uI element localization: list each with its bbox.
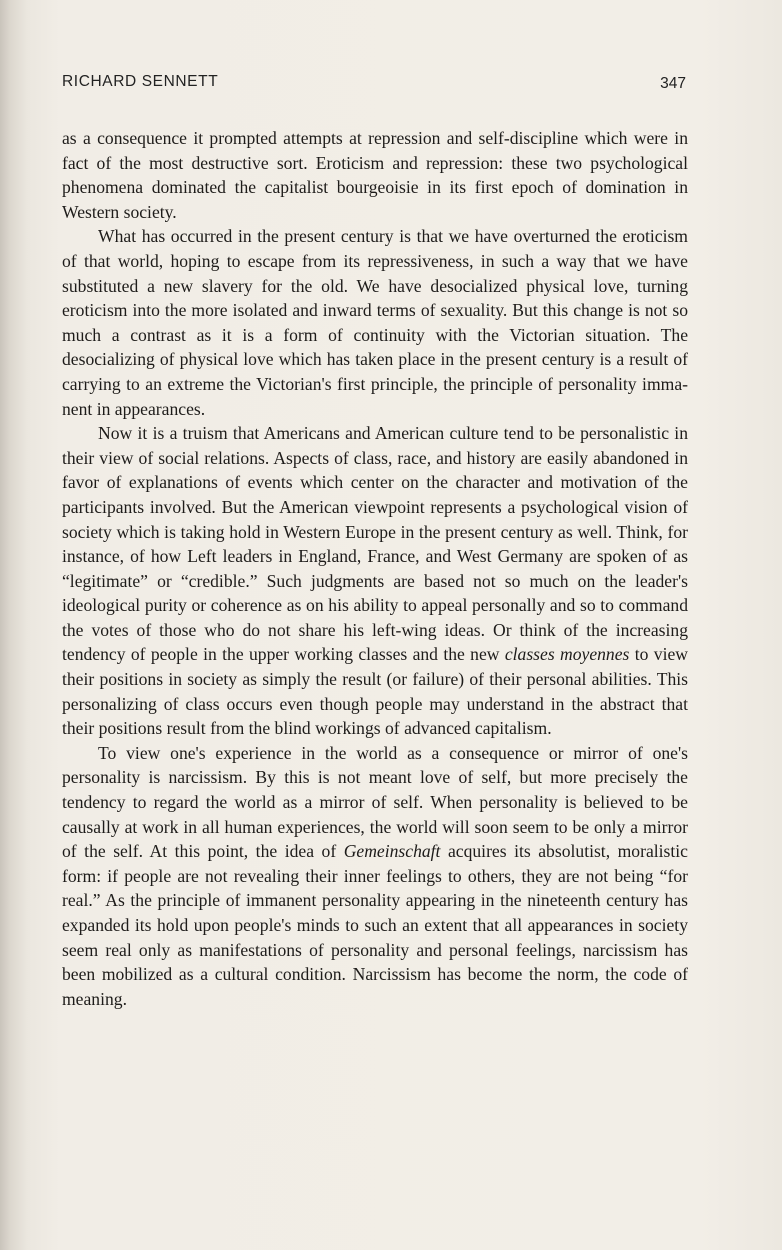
paragraph-text: To view one's experience in the world as a consequence or mirror of one's personality is narcissism. By this is not meant love of self, but more precisely the tendency to regard the world as a mirror of self. When personality is believed to be causally at work in all human experiences, the world will soon seem to be only a mirror of the self. At this point, the idea of: [62, 742, 688, 862]
italic-term-classes-moyennes: classes moyennes: [504, 644, 630, 665]
running-head: RICHARD SENNETT: [62, 73, 219, 90]
page-number: 347: [660, 75, 686, 92]
body-text: [62, 126, 688, 1011]
paragraph-2: [62, 224, 688, 421]
paragraph-text: Now it is a truism that Americans and American culture tend to be personalistic in their view of social relations. Aspects of class, race, and history are easily abandoned in favor of explanations of events which center on the character and motivation of the participants involved. But the American viewpoint represents a psychological vision of society which is taking hold in Western Europe in the present century as well. Think, for instance, of how Left leaders in England, France, and West Germany are spoken of as “legitimate” or “credible.” Such judgments are based not so much on the leader's ideological purity or coherence as on his ability to appeal personally and so to command the votes of those who do not share his left-wing ideas. Or think of the increasing tendency of people in the upper working classes and the new: [62, 423, 688, 665]
page-header: [62, 73, 686, 97]
paragraph-text: acquires its absolutist, moralistic form: if people are not revealing their inner feelings to others, they are not being “for real.” As the principle of immanent personality appearing in the nineteenth century has expanded its hold upon people's minds to such an extent that all appearances in society seem real only as manifestations of personality and personal feelings, narcissism has been mobilized as a cultural condition. Narcissism has become the norm, the code of meaning.: [62, 841, 688, 1009]
italic-term-gemeinschaft: Gemeinschaft: [343, 841, 441, 862]
paragraph-3: [62, 421, 688, 741]
paragraph-text: What has occurred in the present century is that we have overturned the eroticism of that world, hoping to escape from its repressiveness, in such a way that we have substituted a new slavery for the old. We have desocialized physical love, turning eroticism into the more isolated and inward terms of sexuality. But this change is not so much a contrast as it is a form of continuity with the Victorian situation. The desocializing of physical love which has taken place in the present century is a result of carrying to an extreme the Victorian's first principle, the principle of personality immanent in appearances.: [62, 226, 688, 419]
paragraph-text: to view their positions in society as simply the result (or failure) of their personal abilities. This personalizing of class occurs even though people may understand in the abstract that their positions result from the blind workings of advanced capitalism.: [62, 644, 688, 739]
paragraph-1: [62, 126, 688, 224]
paragraph-4: [62, 741, 688, 1012]
paragraph-text: as a consequence it prompted attempts at repression and self-discipline which were in fact of the most destructive sort. Eroticism and repression: these two psychological phenomena dominated the capitalist bourgeoisie in its first epoch of domination in Western society.: [62, 128, 688, 222]
